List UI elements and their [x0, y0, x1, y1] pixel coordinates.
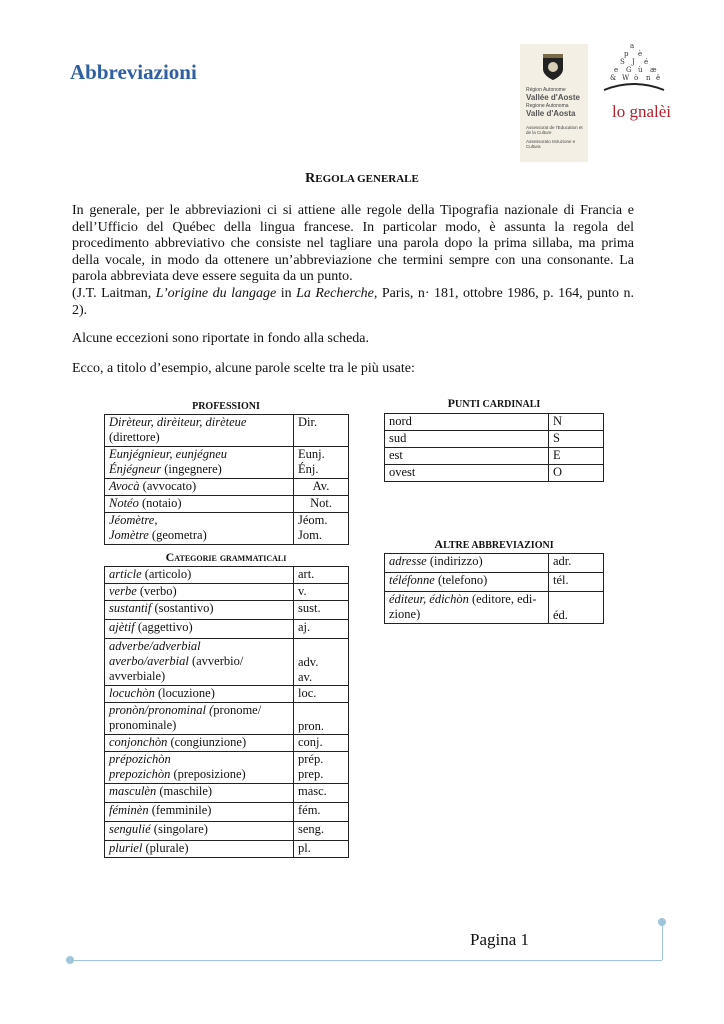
logo-text-3: Regione Autonoma: [526, 103, 569, 109]
word-translation: (femminile): [148, 803, 212, 817]
word-italic: locuchòn: [109, 686, 155, 700]
table-row: [385, 573, 604, 592]
word-translation: (avvocato): [139, 479, 197, 493]
abbr-cell: v.: [294, 584, 349, 601]
svg-text:a: a: [630, 42, 635, 50]
word-italic: verbe: [109, 584, 137, 598]
table-row: [105, 620, 349, 639]
abbr-cell: S: [549, 431, 604, 448]
abbr-cell: N: [549, 414, 604, 431]
word-translation: (plurale): [142, 841, 189, 855]
logo-text-6: Assessorato Istruzione e Cultura: [526, 139, 576, 149]
coat-of-arms-icon: [540, 52, 566, 82]
logo-text-2: Vallée d'Aoste: [526, 93, 580, 102]
footer-dot-left: [66, 956, 74, 964]
word-translation: (avverbio/: [188, 654, 244, 668]
table-row: [105, 639, 349, 686]
word-italic: Dirèteur, dirèiteur, dirèteue: [109, 415, 247, 429]
abbr-cell: Not.: [294, 496, 349, 513]
region-logo: [520, 44, 588, 162]
professioni-table: [104, 414, 349, 545]
word-italic: éditeur, édichòn: [389, 592, 469, 606]
citation-journal: La Recherche: [296, 286, 374, 301]
word-italic: sustantif: [109, 601, 152, 615]
altre-table: [384, 553, 604, 624]
word-cell: est: [385, 448, 549, 465]
table-row: [105, 735, 349, 752]
abbr-cell: sust.: [294, 601, 349, 620]
word-italic: Eunjégnieur, eunjégneu: [109, 447, 228, 461]
word-translation: (notaio): [138, 496, 182, 510]
table-row: [105, 447, 349, 479]
logo-text-4: Valle d'Aosta: [526, 109, 576, 118]
svg-text:æ: æ: [650, 66, 657, 74]
word-translation: (preposizione): [170, 767, 246, 781]
svg-text:G: G: [626, 66, 632, 74]
table-row: [105, 567, 349, 584]
abbr-cell: pron.: [294, 703, 349, 735]
section-heading-rest: EGOLA GENERALE: [315, 173, 419, 185]
altre-caption-rest: LTRE ABBREVIAZIONI: [443, 540, 554, 551]
word-translation: pronome/: [213, 703, 262, 717]
word-translation: (geometra): [148, 528, 207, 542]
table-row: [105, 513, 349, 545]
abbr-cell: éd.: [549, 592, 604, 624]
section-heading: [0, 170, 724, 187]
table-row: [385, 431, 604, 448]
svg-text:ò: ò: [634, 74, 639, 82]
svg-text:ë: ë: [656, 74, 661, 82]
table-row: [105, 479, 349, 496]
abbr-cell: tél.: [549, 573, 604, 592]
abbr-cell-2: prep.: [298, 767, 324, 781]
word-italic: ajètif: [109, 620, 135, 634]
abbr-cell: Jéom.: [298, 513, 328, 527]
word-cell: nord: [385, 414, 549, 431]
citation-paragraph: [72, 286, 634, 319]
logo-text-5: Assessorat de l'Education et de la Culture: [526, 125, 583, 135]
word-translation: (verbo): [136, 584, 177, 598]
word-translation: (maschile): [156, 784, 213, 798]
gnalei-name: lo gnalèi: [612, 102, 672, 121]
word-italic-2: Jomètre: [109, 528, 149, 542]
table-row: [105, 686, 349, 703]
page-title: Abbreviazioni: [70, 60, 197, 84]
word-italic: conjonchòn: [109, 735, 168, 749]
word-italic: Jéomètre,: [109, 513, 158, 527]
word-cell: sud: [385, 431, 549, 448]
letters-tree-icon: [600, 40, 668, 100]
word-italic: féminèn: [109, 803, 149, 817]
table-row: [105, 415, 349, 447]
word-italic-2: prepozichòn: [109, 767, 171, 781]
abbr-cell: conj.: [294, 735, 349, 752]
word-cell: ovest: [385, 465, 549, 482]
abbr-cell: Dir.: [294, 415, 349, 447]
word-italic: prépozichòn: [109, 752, 171, 766]
word-translation: (congiunzione): [167, 735, 247, 749]
word-translation-2: zione): [389, 607, 421, 621]
word-translation: (telefono): [434, 573, 488, 587]
punti-caption: [384, 396, 604, 411]
word-translation: (ingegnere): [161, 462, 222, 476]
word-italic: Avocà: [109, 479, 140, 493]
word-translation: (editore, edi-: [468, 592, 537, 606]
exceptions-note: Alcune eccezioni sono riportate in fondo alla scheda.: [72, 331, 369, 346]
word-italic: pronòn/pronominal (: [109, 703, 214, 717]
word-italic: adverbe/adverbial: [109, 639, 201, 653]
table-row: [385, 465, 604, 482]
table-row: [105, 752, 349, 784]
punti-caption-initial: P: [447, 396, 456, 410]
intro-paragraph: In generale, per le abbreviazioni ci si attiene alle regole della Tipografia nazionale di Francia e dell’Ufficio del Québec della lingua francese. In particolar modo, è assunta la regola del procedimento abbreviativo che consiste nel tagliare una parola dopo la prima sillaba, ma prima della vocale, in modo da ottenere un’abbreviazione che termini sempre con una consonante. La parola abbreviata deve essere seguita da un punto.: [72, 203, 634, 284]
svg-text:ù: ù: [638, 66, 643, 74]
svg-text:&: &: [610, 74, 617, 82]
abbr-cell: adv.: [298, 655, 319, 669]
svg-text:S: S: [620, 58, 625, 66]
abbr-cell: fém.: [294, 803, 349, 822]
abbr-cell: masc.: [294, 784, 349, 803]
citation-a: (J.T. Laitman,: [72, 286, 156, 301]
footer-rule-vertical: [662, 922, 663, 960]
svg-text:e: e: [614, 66, 619, 74]
abbr-cell: O: [549, 465, 604, 482]
categorie-table: [104, 566, 349, 858]
abbr-cell: Eunj.: [298, 447, 325, 461]
word-italic: Notéo: [109, 496, 139, 510]
abbr-cell: prép.: [298, 752, 324, 766]
table-row: [385, 448, 604, 465]
altre-caption-initial: A: [434, 537, 444, 551]
abbr-cell-2: av.: [298, 670, 313, 684]
word-translation: (indirizzo): [426, 554, 483, 568]
logo-text-1: Région Autonome: [526, 87, 566, 93]
word-translation: (aggettivo): [134, 620, 193, 634]
examples-note: Ecco, a titolo d’esempio, alcune parole scelte tra le più usate:: [72, 361, 415, 376]
word-translation: (singolare): [150, 822, 208, 836]
punti-table: [384, 413, 604, 482]
svg-text:è: è: [638, 50, 643, 58]
word-translation: (direttore): [109, 430, 160, 444]
abbr-cell-2: Énj.: [298, 462, 319, 476]
table-row: [105, 822, 349, 841]
footer-rule: [70, 960, 662, 961]
table-row: [105, 496, 349, 513]
footer-dot-top: [658, 918, 666, 926]
word-italic: téléfonne: [389, 573, 435, 587]
table-row: [385, 414, 604, 431]
citation-e: , Paris, n· 181, ottobre 1986, p. 164, punto n. 2).: [72, 286, 634, 318]
word-translation: (locuzione): [154, 686, 215, 700]
table-row: [385, 554, 604, 573]
word-italic: masculèn: [109, 784, 157, 798]
table-row: [105, 784, 349, 803]
abbr-cell: adr.: [549, 554, 604, 573]
svg-text:p: p: [624, 50, 629, 58]
categorie-caption: Categorie grammaticali: [165, 550, 287, 564]
table-row: [105, 601, 349, 620]
abbr-cell: pl.: [294, 841, 349, 858]
punti-caption-rest: UNTI CARDINALI: [455, 399, 541, 410]
table-row: [385, 592, 604, 624]
abbr-cell-2: Jom.: [298, 528, 322, 542]
table-row: [105, 841, 349, 858]
abbr-cell: aj.: [294, 620, 349, 639]
section-heading-initial: R: [305, 171, 316, 186]
gnalei-logo: [600, 40, 672, 130]
word-translation-2: pronominale): [109, 718, 177, 732]
word-italic-2: Énjégneur: [109, 462, 162, 476]
page-number: Pagina 1: [470, 930, 530, 949]
citation-book: L’origine du langage: [155, 286, 277, 301]
abbr-cell: seng.: [294, 822, 349, 841]
word-translation: (articolo): [141, 567, 192, 581]
word-italic-2: averbo/averbial: [109, 654, 189, 668]
table-row: [105, 584, 349, 601]
professioni-caption: PROFESSIONI: [192, 401, 260, 412]
citation-c: in: [276, 286, 297, 301]
word-translation: (sostantivo): [151, 601, 214, 615]
word-italic: article: [109, 567, 142, 581]
svg-text:W: W: [622, 74, 630, 82]
abbr-cell: loc.: [294, 686, 349, 703]
svg-text:n: n: [646, 74, 651, 82]
svg-text:J: J: [632, 58, 635, 66]
word-translation-2: avverbiale): [109, 669, 166, 683]
word-italic: pluriel: [109, 841, 143, 855]
abbr-cell: art.: [294, 567, 349, 584]
svg-text:é: é: [644, 58, 649, 66]
table-row: [105, 803, 349, 822]
table-row: [105, 703, 349, 735]
abbr-cell: E: [549, 448, 604, 465]
word-italic: adresse: [389, 554, 427, 568]
abbr-cell: Av.: [294, 479, 349, 496]
altre-caption: [384, 537, 604, 552]
word-italic: sengulié: [109, 822, 151, 836]
